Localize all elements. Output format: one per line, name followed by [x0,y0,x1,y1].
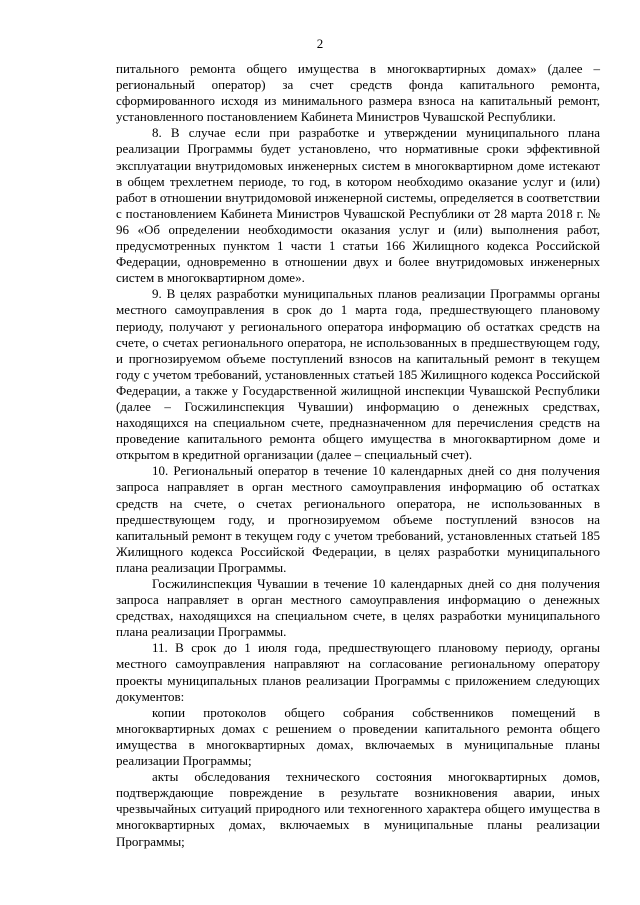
paragraph-item-10: 10. Региональный оператор в течение 10 календарных дней со дня получения запроса направляет в орган местного самоуправления информацию об остатках средств на счете, о счетах регионального оператора, не использованных в предшествующем году, и прогнозируемом объеме поступлений взносов на капитальный ремонт в текущем году с учетом требований, установленных статьей 185 Жилищного кодекса Российской Федерации, в целях разработки муниципального плана реализации Программы. [116,463,600,575]
paragraph-gzhi: Госжилинспекция Чувашии в течение 10 календарных дней со дня получения запроса направляет в орган местного самоуправления информацию о денежных средствах, находящихся на специальном счете, в целях разработки муниципального плана реализации Программы. [116,576,600,640]
list-item-protocols: копии протоколов общего собрания собственников помещений в многоквартирных домах с решением о проведении капитального ремонта общего имущества в многоквартирных домах, включаемых в муниципальные планы реализации Программы; [116,704,600,769]
page-number: 2 [316,36,324,51]
document-body [116,61,600,850]
paragraph-item-8: 8. В случае если при разработке и утверждении муниципального плана реализации Программы будет установлено, что нормативные сроки эффективной эксплуатации внутридомовых инженерных систем в многоквартирном доме истекают в общем трехлетнем периоде, то год, в котором необходимо оказание услуг и (или) работ в отношении внутридомовой инженерной системы, определяется в соответствии с постановлением Кабинета Министров Чувашской Республики от 28 марта 2018 г. № 96 «Об определении необходимости оказания услуг и (или) выполнения работ, предусмотренных пунктом 1 части 1 статьи 166 Жилищного кодекса Российской Федерации, одновременно в отношении двух и более внутридомовых инженерных систем в многоквартирном доме». [116,125,600,286]
paragraph-item-9: 9. В целях разработки муниципальных планов реализации Программы органы местного самоуправления в срок до 1 марта года, предшествующего плановому периоду, получают у регионального оператора информацию об остатках средств на счете, о счетах регионального оператора, не использованных в предшествующем году, и прогнозируемом объеме поступлений взносов на капитальный ремонт в текущем году с учетом требований, установленных статьей 185 Жилищного кодекса Российской Федерации, а также у Государственной жилищной инспекции Чувашской Республики (далее – Госжилинспекция Чувашии) информацию о денежных средствах, находящихся на специальном счете, предназначенном для перечисления средств на проведение капитального ремонта общего имущества в многоквартирном доме и открытом в кредитной организации (далее – специальный счет). [116,286,600,463]
list-item-inspection-acts: акты обследования технического состояния многоквартирных домов, подтверждающие повреждение в результате возникновения аварии, иных чрезвычайных ситуаций природного или техногенного характера общего имущества в многоквартирных домах, включаемых в муниципальные планы реализации Программы; [116,769,600,849]
paragraph-continuation: питального ремонта общего имущества в многоквартирных домах» (далее – региональный оператор) за счет средств фонда капитального ремонта, сформированного исходя из минимального размера взноса на капитальный ремонт, установленного постановлением Кабинета Министров Чувашской Республики. [116,61,600,125]
paragraph-item-11: 11. В срок до 1 июля года, предшествующего плановому периоду, органы местного самоуправления направляют на согласование региональному оператору проекты муниципальных планов реализации Программы с приложением следующих документов: [116,640,600,704]
